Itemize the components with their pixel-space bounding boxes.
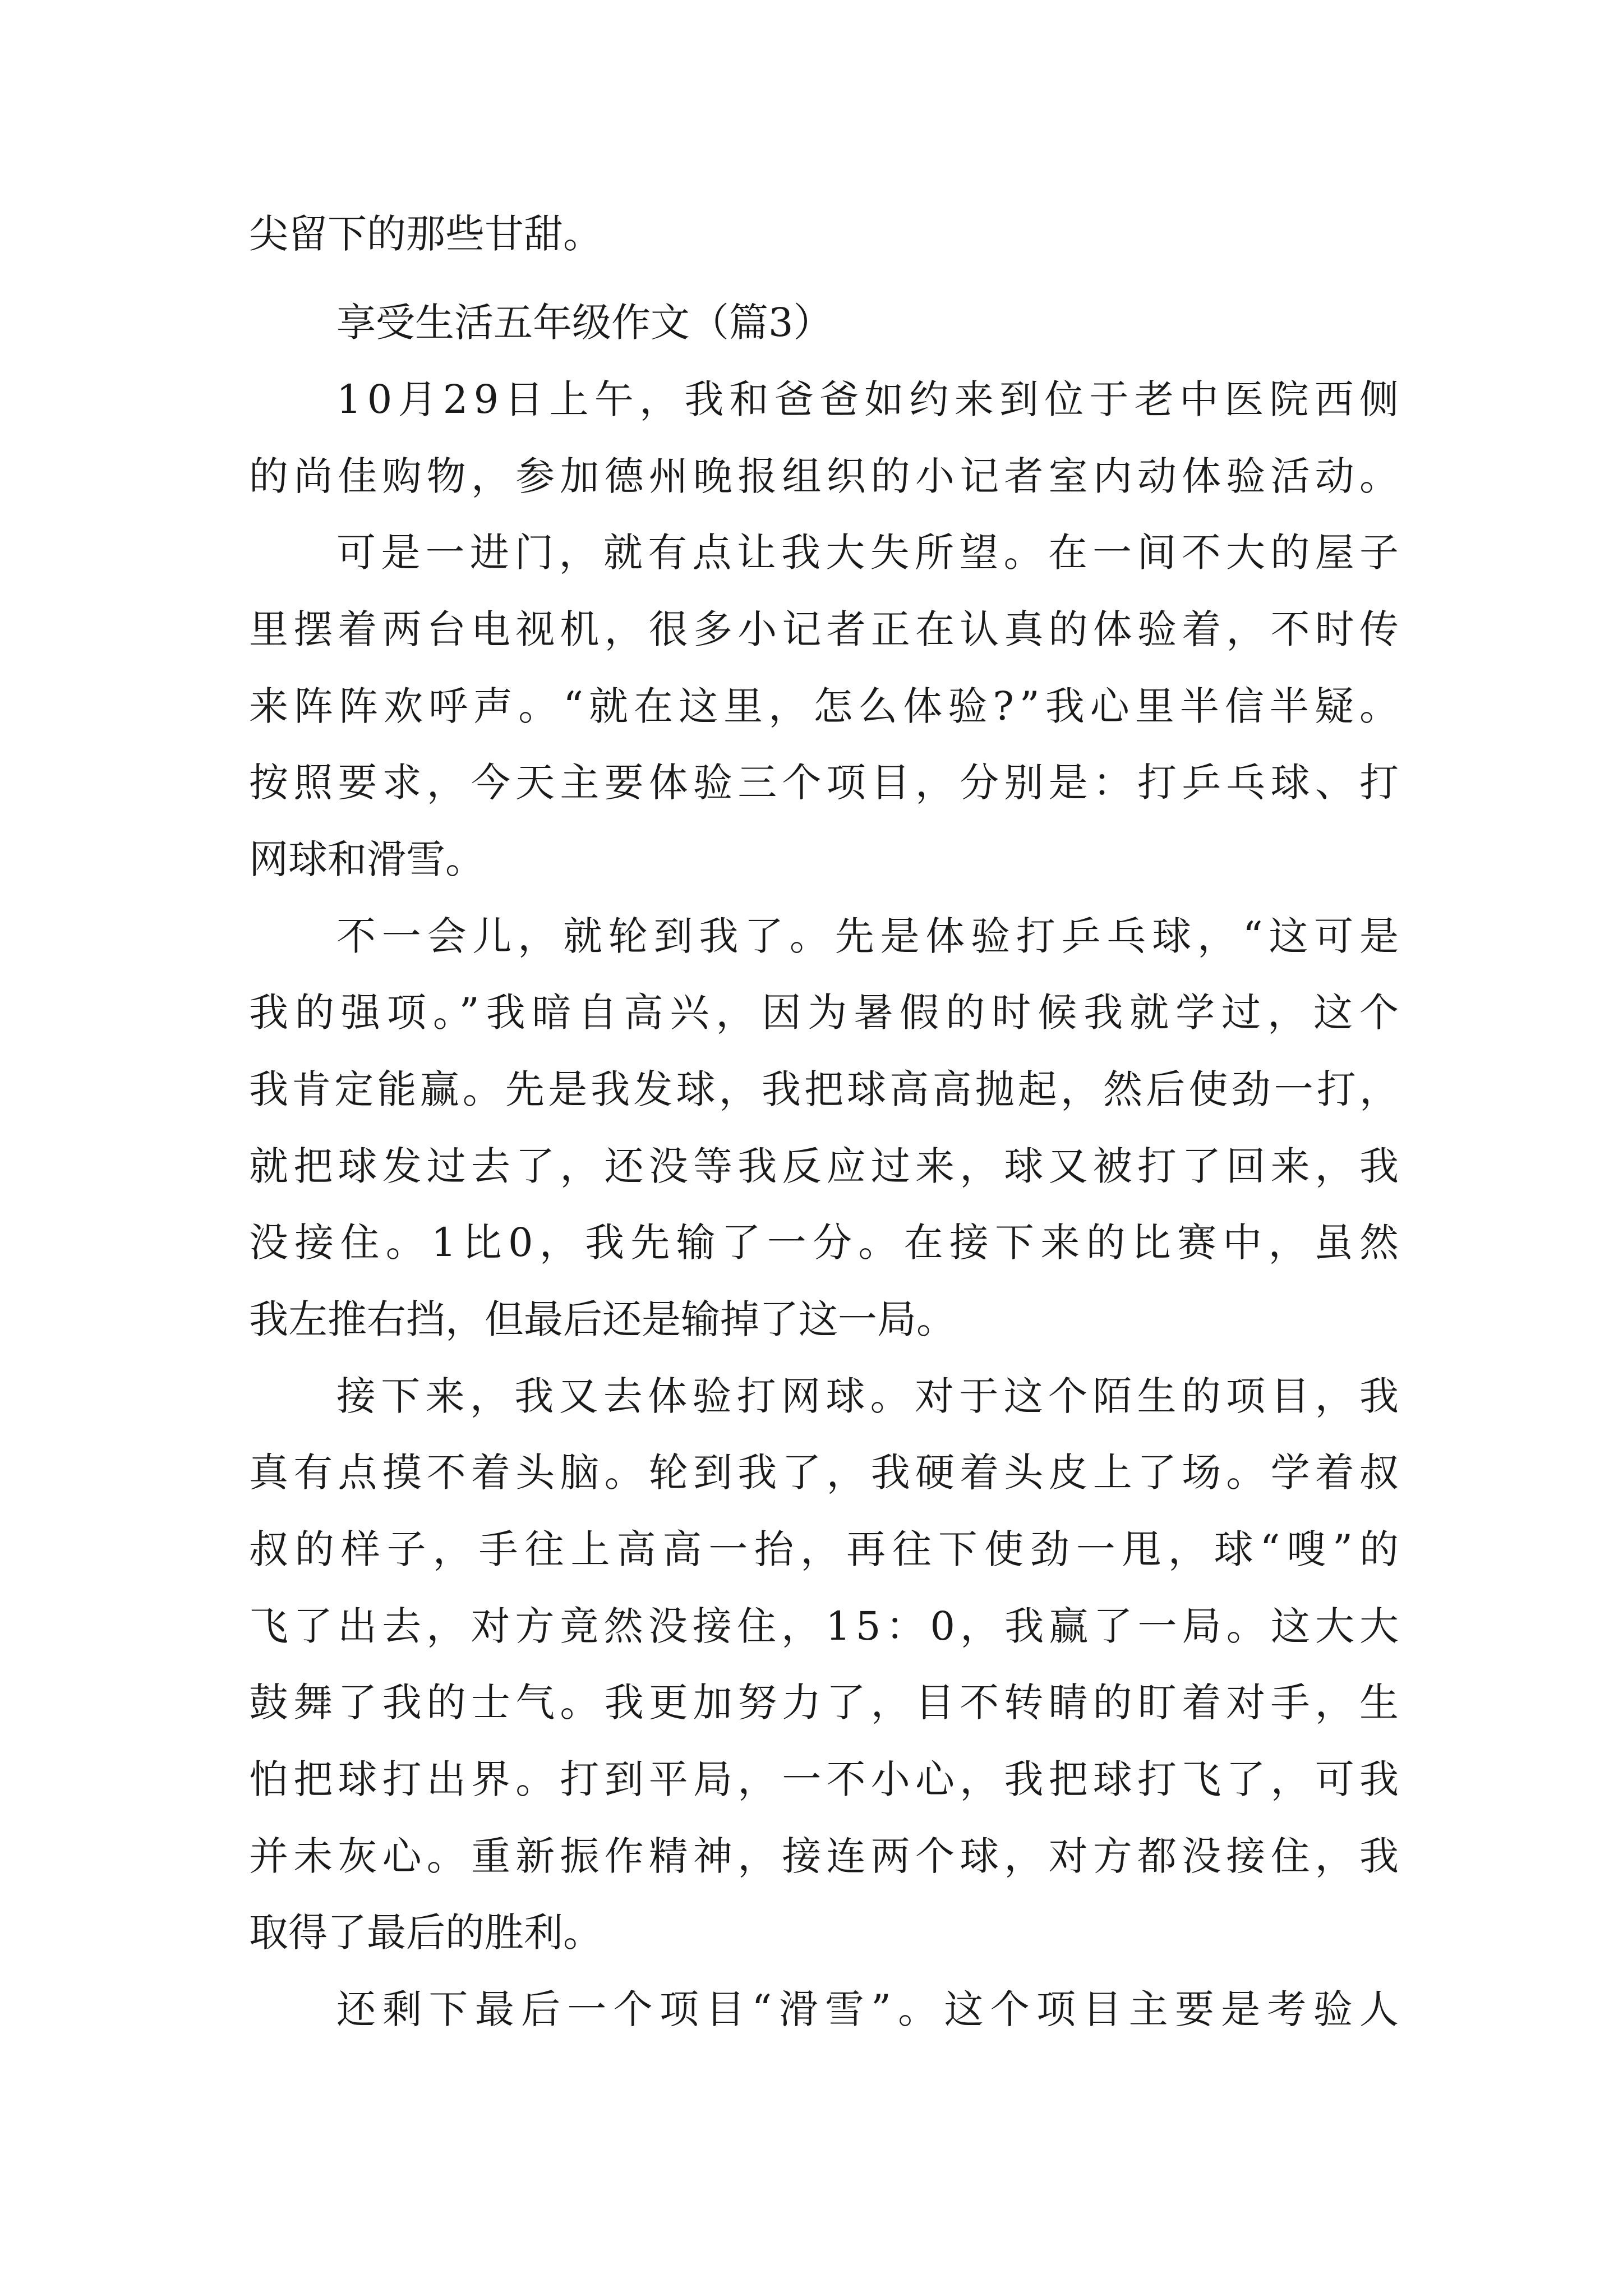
text-line: 还剩下最后一个项目“滑雪”。这个项目主要是考验人 — [336, 1986, 1406, 2032]
section-heading: 享受生活五年级作文（篇3） — [336, 300, 833, 346]
text-line: 网球和滑雪。 — [249, 836, 485, 882]
text-line: 10月29日上午，我和爸爸如约来到位于老中医院西侧 — [336, 376, 1405, 422]
text-line: 取得了最后的胜利。 — [249, 1910, 602, 1955]
text-line: 就把球发过去了，还没等我反应过来，球又被打了回来，我 — [249, 1143, 1404, 1189]
text-line: 怕把球打出界。打到平局，一不小心，我把球打飞了，可我 — [249, 1756, 1404, 1802]
text-line: 里摆着两台电视机，很多小记者正在认真的体验着，不时传 — [249, 606, 1404, 652]
text-line: 真有点摸不着头脑。轮到我了，我硬着头皮上了场。学着叔 — [249, 1450, 1404, 1496]
text-line: 不一会儿，就轮到我了。先是体验打乒乓球，“这可是 — [336, 913, 1405, 959]
text-line: 可是一进门，就有点让我大失所望。在一间不大的屋子 — [336, 530, 1404, 576]
text-line: 飞了出去，对方竟然没接住，15：0，我赢了一局。这大大 — [249, 1603, 1404, 1649]
text-line: 鼓舞了我的士气。我更加努力了，目不转睛的盯着对手，生 — [249, 1680, 1404, 1726]
text-line: 接下来，我又去体验打网球。对于这个陌生的项目，我 — [336, 1373, 1404, 1419]
text-line: 没接住。1比0，我先输了一分。在接下来的比赛中，虽然 — [249, 1220, 1405, 1266]
text-line: 我左推右挡，但最后还是输掉了这一局。 — [249, 1296, 956, 1342]
text-line: 按照要求，今天主要体验三个项目，分别是：打乒乓球、打 — [249, 760, 1404, 806]
text-line: 叔的样子，手往上高高一抬，再往下使劲一甩，球“嗖”的 — [249, 1526, 1405, 1572]
text-line: 的尚佳购物，参加德州晚报组织的小记者室内动体验活动。 — [249, 453, 1404, 499]
text-line: 我肯定能赢。先是我发球，我把球高高抛起，然后使劲一打， — [249, 1066, 1403, 1112]
text-line: 尖留下的那些甘甜。 — [249, 211, 602, 257]
text-line: 我的强项。”我暗自高兴，因为暑假的时候我就学过，这个 — [249, 990, 1405, 1036]
text-line: 并未灰心。重新振作精神，接连两个球，对方都没接住，我 — [249, 1833, 1404, 1879]
text-line: 来阵阵欢呼声。“就在这里，怎么体验?”我心里半信半疑。 — [249, 683, 1405, 729]
